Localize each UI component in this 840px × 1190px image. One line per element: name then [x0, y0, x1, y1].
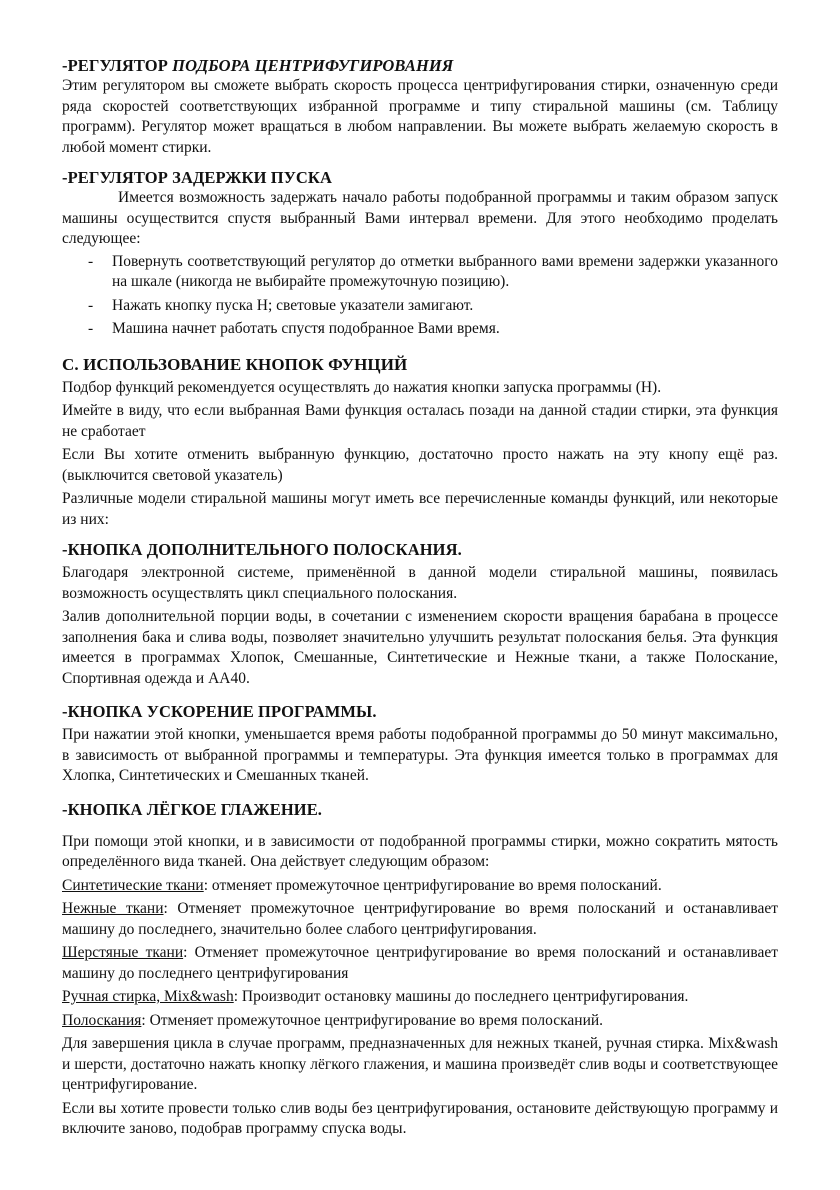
paragraph: При нажатии этой кнопки, уменьшается время работы подобранной программы до 50 минут максимально, в зависимость от выбранной программы и температуры. Эта функция имеется только в программах для Хлопка, Синтетических и Смешанных тканей. [62, 726, 778, 784]
fabric-text: : Отменяет промежуточное центрифугирование во время полосканий. [141, 1011, 604, 1029]
fabric-row [62, 987, 778, 1008]
section-spin-regulator [62, 55, 778, 158]
paragraph: Благодаря электронной системе, применённой в данной модели стиральной машины, появилась возможность осуществлять цикл специального полоскания. [62, 564, 778, 602]
section-function-buttons [62, 354, 778, 531]
fabric-text: : Производит остановку машины до последнего центрифугирования. [233, 988, 689, 1005]
dash-marker: - [88, 296, 94, 314]
fabric-row [62, 943, 778, 984]
section-title: -КНОПКА ЛЁГКОЕ ГЛАЖЕНИЕ. [62, 799, 323, 819]
fabric-row [62, 899, 778, 940]
list-item [62, 319, 778, 340]
fabric-row [62, 876, 778, 897]
dash-marker: - [88, 320, 94, 337]
paragraph: Подбор функций рекомендуется осуществлять до нажатия кнопки запуска программы (Н). [62, 378, 662, 396]
fabric-text: : отменяет промежуточное центрифугирование во время полосканий. [203, 876, 662, 894]
paragraph: Залив дополнительной порции воды, в сочетании с изменением скорости вращения барабана в процессе заполнения бака и слива воды, позволяет значительно улучшить результат полоскания белья. Эта функция имеется в программах Хлопок, Смешанные, Синтетические и Нежные ткани, а также Полоскание, Спортивная одежда и АА40. [62, 608, 778, 687]
section-title: -КНОПКА ДОПОЛНИТЕЛЬНОГО ПОЛОСКАНИЯ. [62, 540, 462, 559]
fabric-label: Ручная стирка, Mix&wash [62, 988, 234, 1005]
list-item-text: Машина начнет работать спустя подобранное Вами время. [112, 320, 500, 337]
section-easy-iron [62, 799, 778, 1140]
list-item-text: Повернуть соответствующий регулятор до отметки выбранного вами времени задержки указанного на шкале (никогда не выбирайте промежуточную позицию). [112, 252, 778, 290]
section-extra-rinse [62, 539, 778, 689]
section-delay-start [62, 167, 778, 340]
section-title: -КНОПКА УСКОРЕНИЕ ПРОГРАММЫ. [62, 702, 377, 721]
paragraph: Имеется возможность задержать начало работы подобранной программы и таким образом запуск машины осуществится спустя выбранный Вами интервал времени. Для этого необходимо проделать следующее: [62, 189, 778, 247]
section-program-speedup [62, 701, 778, 787]
fabric-label: Полоскания [62, 1011, 142, 1029]
section-title: -РЕГУЛЯТОР ЗАДЕРЖКИ ПУСКА [62, 168, 333, 187]
list-item [62, 252, 778, 293]
paragraph: Если вы хотите провести только слив воды без центрифугирования, остановите действующую программу и включите заново, подобрав программу спуска воды. [62, 1099, 778, 1137]
section-title [62, 55, 778, 76]
paragraph: Если Вы хотите отменить выбранную функцию, достаточно просто нажать на эту кнопу ещё раз. (выключится световой указатель) [62, 446, 778, 484]
paragraph: Этим регулятором вы сможете выбрать скорость процесса центрифугирования стирки, означенную среди ряда скоростей соответствующих избранной программе и типу стиральной машины (см. Таблицу программ). Регулятор может вращаться в любом направлении. Вы можете выбрать желаемую скорость в любой момент стирки. [62, 77, 778, 156]
paragraph: При помощи этой кнопки, и в зависимости от подобранной программы стирки, можно сократить мятость определённого вида тканей. Она действует следующим образом: [62, 832, 778, 870]
section-title: С. ИСПОЛЬЗОВАНИЕ КНОПОК ФУНЦИЙ [62, 354, 408, 374]
dash-marker: - [88, 252, 94, 270]
paragraph: Имейте в виду, что если выбранная Вами функция осталась позади на данной стадии стирки, эта функция не сработает [62, 402, 778, 440]
list-item-text: Нажать кнопку пуска Н; световые указатели замигают. [112, 296, 474, 314]
fabric-text: : Отменяет промежуточное центрифугирование во время полосканий и останавливает машину до последнего центрифугирования [62, 944, 778, 982]
fabric-label: Синтетические ткани [62, 876, 204, 894]
list-item [62, 296, 778, 317]
paragraph: Для завершения цикла в случае программ, предназначенных для нежных тканей, ручная стирка. Mix&wash и шерсти, достаточно нажать кнопку лёгкого глажения, и машина произведёт слив воды и соответствующее центрифугирование. [62, 1035, 778, 1093]
step-list [62, 252, 778, 340]
fabric-label: Шерстяные ткани [62, 944, 184, 961]
title-italic: ПОДБОРА ЦЕНТРИФУГИРОВАНИЯ [172, 56, 454, 75]
fabric-row [62, 1011, 778, 1032]
paragraph: Различные модели стиральной машины могут иметь все перечисленные команды функций, или некоторые из них: [62, 490, 778, 528]
fabric-text: : Отменяет промежуточное центрифугирование во время полосканий и останавливает машину до последнего, значительно более слабого центрифугирования. [62, 900, 778, 938]
title-prefix: -РЕГУЛЯТОР [62, 56, 173, 75]
fabric-label: Нежные ткани [62, 900, 164, 917]
